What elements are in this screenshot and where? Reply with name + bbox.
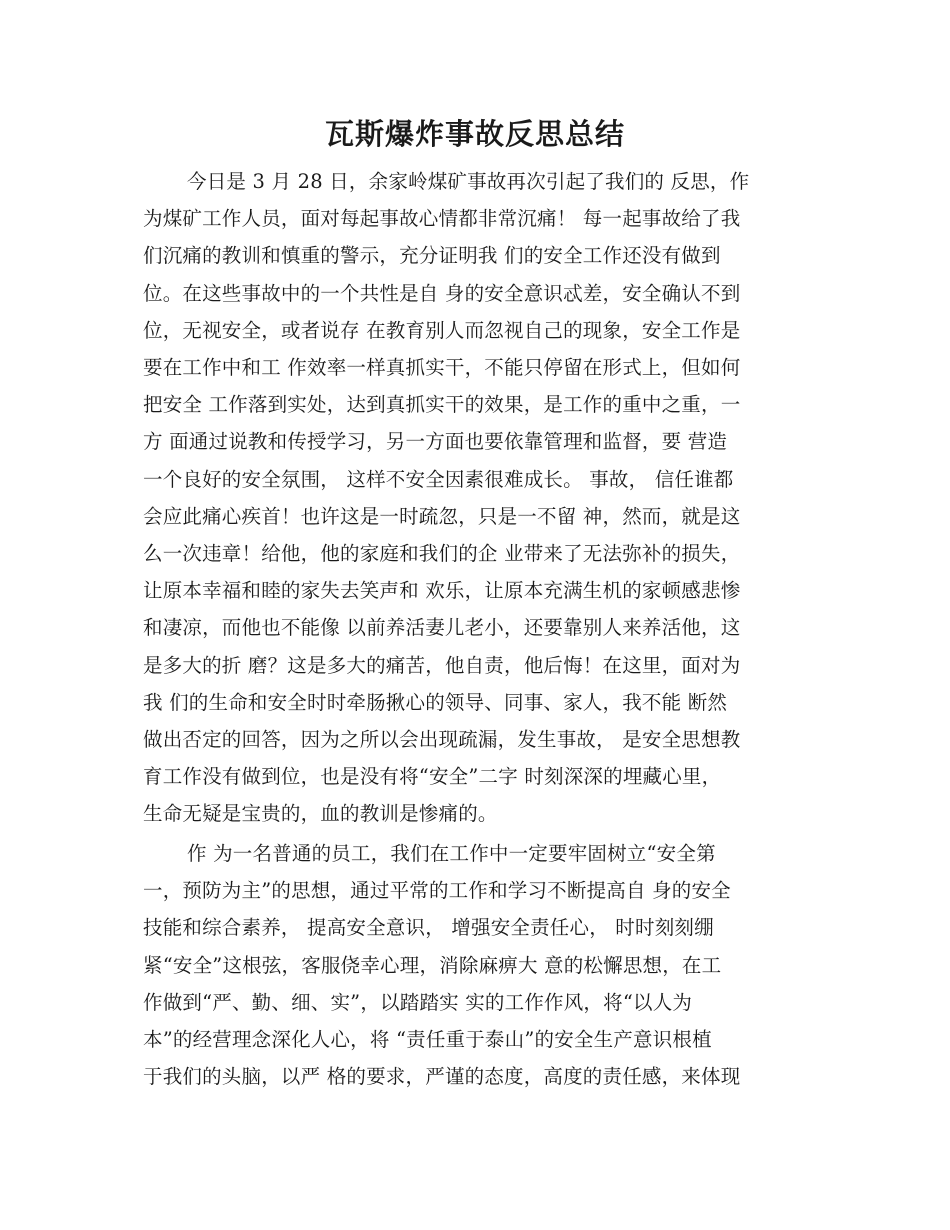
paragraph-1-line: 位。在这些事故中的一个共性是自 身的安全意识忒差，安全确认不到 (143, 281, 741, 305)
paragraph-1-line: 今日是 3 月 28 日，余家岭煤矿事故再次引起了我们的 反思，作 (187, 170, 750, 193)
paragraph-2-line: 一，预防为主”的思想，通过平常的工作和学习不断提高自 身的安全 (143, 879, 731, 903)
paragraph-2-line: 紧“安全”这根弦，客服侥幸心理，消除麻痹大 意的松懈思想，在工 (143, 953, 722, 977)
paragraph-1-line: 位，无视安全，或者说存 在教育别人而忽视自己的现象，安全工作是 (143, 318, 741, 342)
paragraph-2-line: 技能和综合素养， 提高安全意识， 增强安全责任心， 时时刻刻绷 (143, 916, 714, 940)
paragraph-1-line: 生命无疑是宝贵的，血的教训是惨痛的。 (143, 802, 498, 826)
paragraph-1-line: 让原本幸福和睦的家失去笑声和 欢乐，让原本充满生机的家顿感悲惨 (143, 579, 741, 603)
paragraph-1-line: 么一次违章！给他，他的家庭和我们的企 业带来了无法弥补的损失， (143, 542, 741, 565)
paragraph-2-line: 于我们的头脑，以严 格的要求，严谨的态度，高度的责任感，来体现 (143, 1065, 741, 1089)
paragraph-1-line: 是多大的折 磨？这是多大的痛苦，他自责，他后悔！在这里，面对为 (143, 653, 741, 677)
paragraph-1-line: 方 面通过说教和传授学习，另一方面也要依靠管理和监督，要 营造 (143, 430, 728, 454)
paragraph-1-line: 我 们的生命和安全时时牵肠揪心的领导、同事、家人，我不能 断然 (143, 690, 728, 714)
paragraph-1-line: 为煤矿工作人员，面对每起事故心情都非常沉痛！ 每一起事故给了我 (143, 207, 741, 231)
paragraph-1-line: 要在工作中和工 作效率一样真抓实干，不能只停留在形式上，但如何 (143, 356, 741, 379)
paragraph-2-line: 作 为一名普通的员工，我们在工作中一定要牢固树立“安全第 (187, 842, 716, 865)
document-title: 瓦斯爆炸事故反思总结 (324, 117, 625, 151)
paragraph-1-line: 们沉痛的教训和慎重的警示，充分证明我 们的安全工作还没有做到 (143, 244, 721, 268)
paragraph-1-line: 把安全 工作落到实处，达到真抓实干的效果，是工作的重中之重，一 (143, 393, 741, 417)
paragraph-2-line: 本”的经营理念深化人心，将 “责任重于泰山”的安全生产意识根植 (143, 1028, 712, 1051)
paragraph-1-line: 会应此痛心疾首！也许这是一时疏忽，只是一不留 神，然而，就是这 (143, 504, 741, 528)
paragraph-1-line: 和凄凉，而他也不能像 以前养活妻儿老小，还要靠别人来养活他，这 (143, 616, 741, 640)
paragraph-1-line: 做出否定的回答，因为之所以会出现疏漏，发生事故， 是安全思想教 (143, 728, 741, 751)
paragraph-1-line: 一个良好的安全氛围， 这样不安全因素很难成长。 事故， 信任谁都 (143, 467, 734, 491)
paragraph-2-line: 作做到“严、勤、细、实”，以踏踏实 实的工作作风，将“以人为 (143, 990, 693, 1014)
paragraph-1-line: 育工作没有做到位，也是没有将“安全”二字 时刻深深的埋藏心里， (143, 765, 722, 789)
